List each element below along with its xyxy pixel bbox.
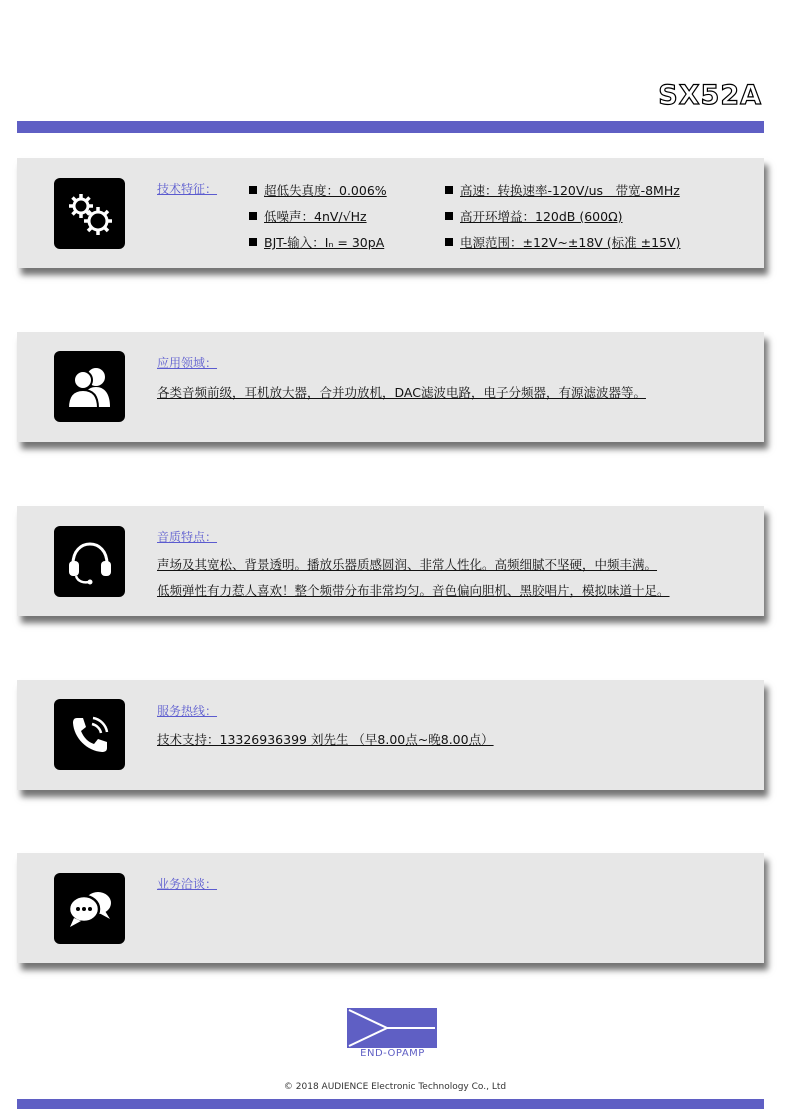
sound-quality-line-1: 声场及其宽松、背景透明。播放乐器质感圆润、非常人性化。高频细腻不坚硬，中频丰满。: [157, 557, 658, 572]
features-card: [17, 158, 764, 268]
spec-item: 低噪声：4nV/√Hz: [249, 207, 367, 225]
spec-item: 电源范围：±12V~±18V (标准 ±15V): [445, 233, 680, 251]
features-heading: 技术特征：: [157, 182, 218, 196]
copyright-text: © 2018 AUDIENCE Electronic Technology Co., Ltd: [283, 1082, 507, 1092]
sound-quality-heading: 音质特点：: [157, 530, 218, 544]
model-number: SX52A: [658, 80, 762, 111]
spec-item: 超低失真度：0.006%: [249, 181, 387, 199]
business-heading: 业务洽谈：: [157, 877, 218, 891]
applications-heading: 应用领域：: [157, 356, 218, 370]
spec-item: 高开环增益：120dB (600Ω): [445, 207, 623, 225]
phone-icon: [54, 699, 125, 770]
bottom-accent-bar: [17, 1099, 764, 1109]
hotline-card: [17, 680, 764, 790]
logo-text: END-OPAMP: [360, 1048, 425, 1059]
headset-icon: [54, 526, 125, 597]
spec-item: BJT-输入：Iₙ = 30pA: [249, 233, 384, 251]
users-icon: [54, 351, 125, 422]
applications-card: [17, 332, 764, 442]
gears-icon: [54, 178, 125, 249]
top-accent-bar: [17, 121, 764, 133]
business-card: [17, 853, 764, 963]
sound-quality-card: [17, 506, 764, 616]
hotline-heading: 服务热线：: [157, 704, 218, 718]
end-opamp-logo: [347, 1008, 437, 1052]
applications-text: 各类音频前级，耳机放大器，合并功放机，DAC滤波电路，电子分频器，有源滤波器等。: [157, 385, 646, 400]
chat-icon: [54, 873, 125, 944]
hotline-text: 技术支持：13326936399 刘先生 （早8.00点~晚8.00点）: [157, 732, 494, 747]
spec-item: 高速：转换速率-120V/us 带宽-8MHz: [445, 181, 680, 199]
sound-quality-line-2: 低频弹性有力惹人喜欢！整个频带分布非常均匀。音色偏向胆机、黑胶唱片，模拟味道十足。: [157, 583, 670, 598]
